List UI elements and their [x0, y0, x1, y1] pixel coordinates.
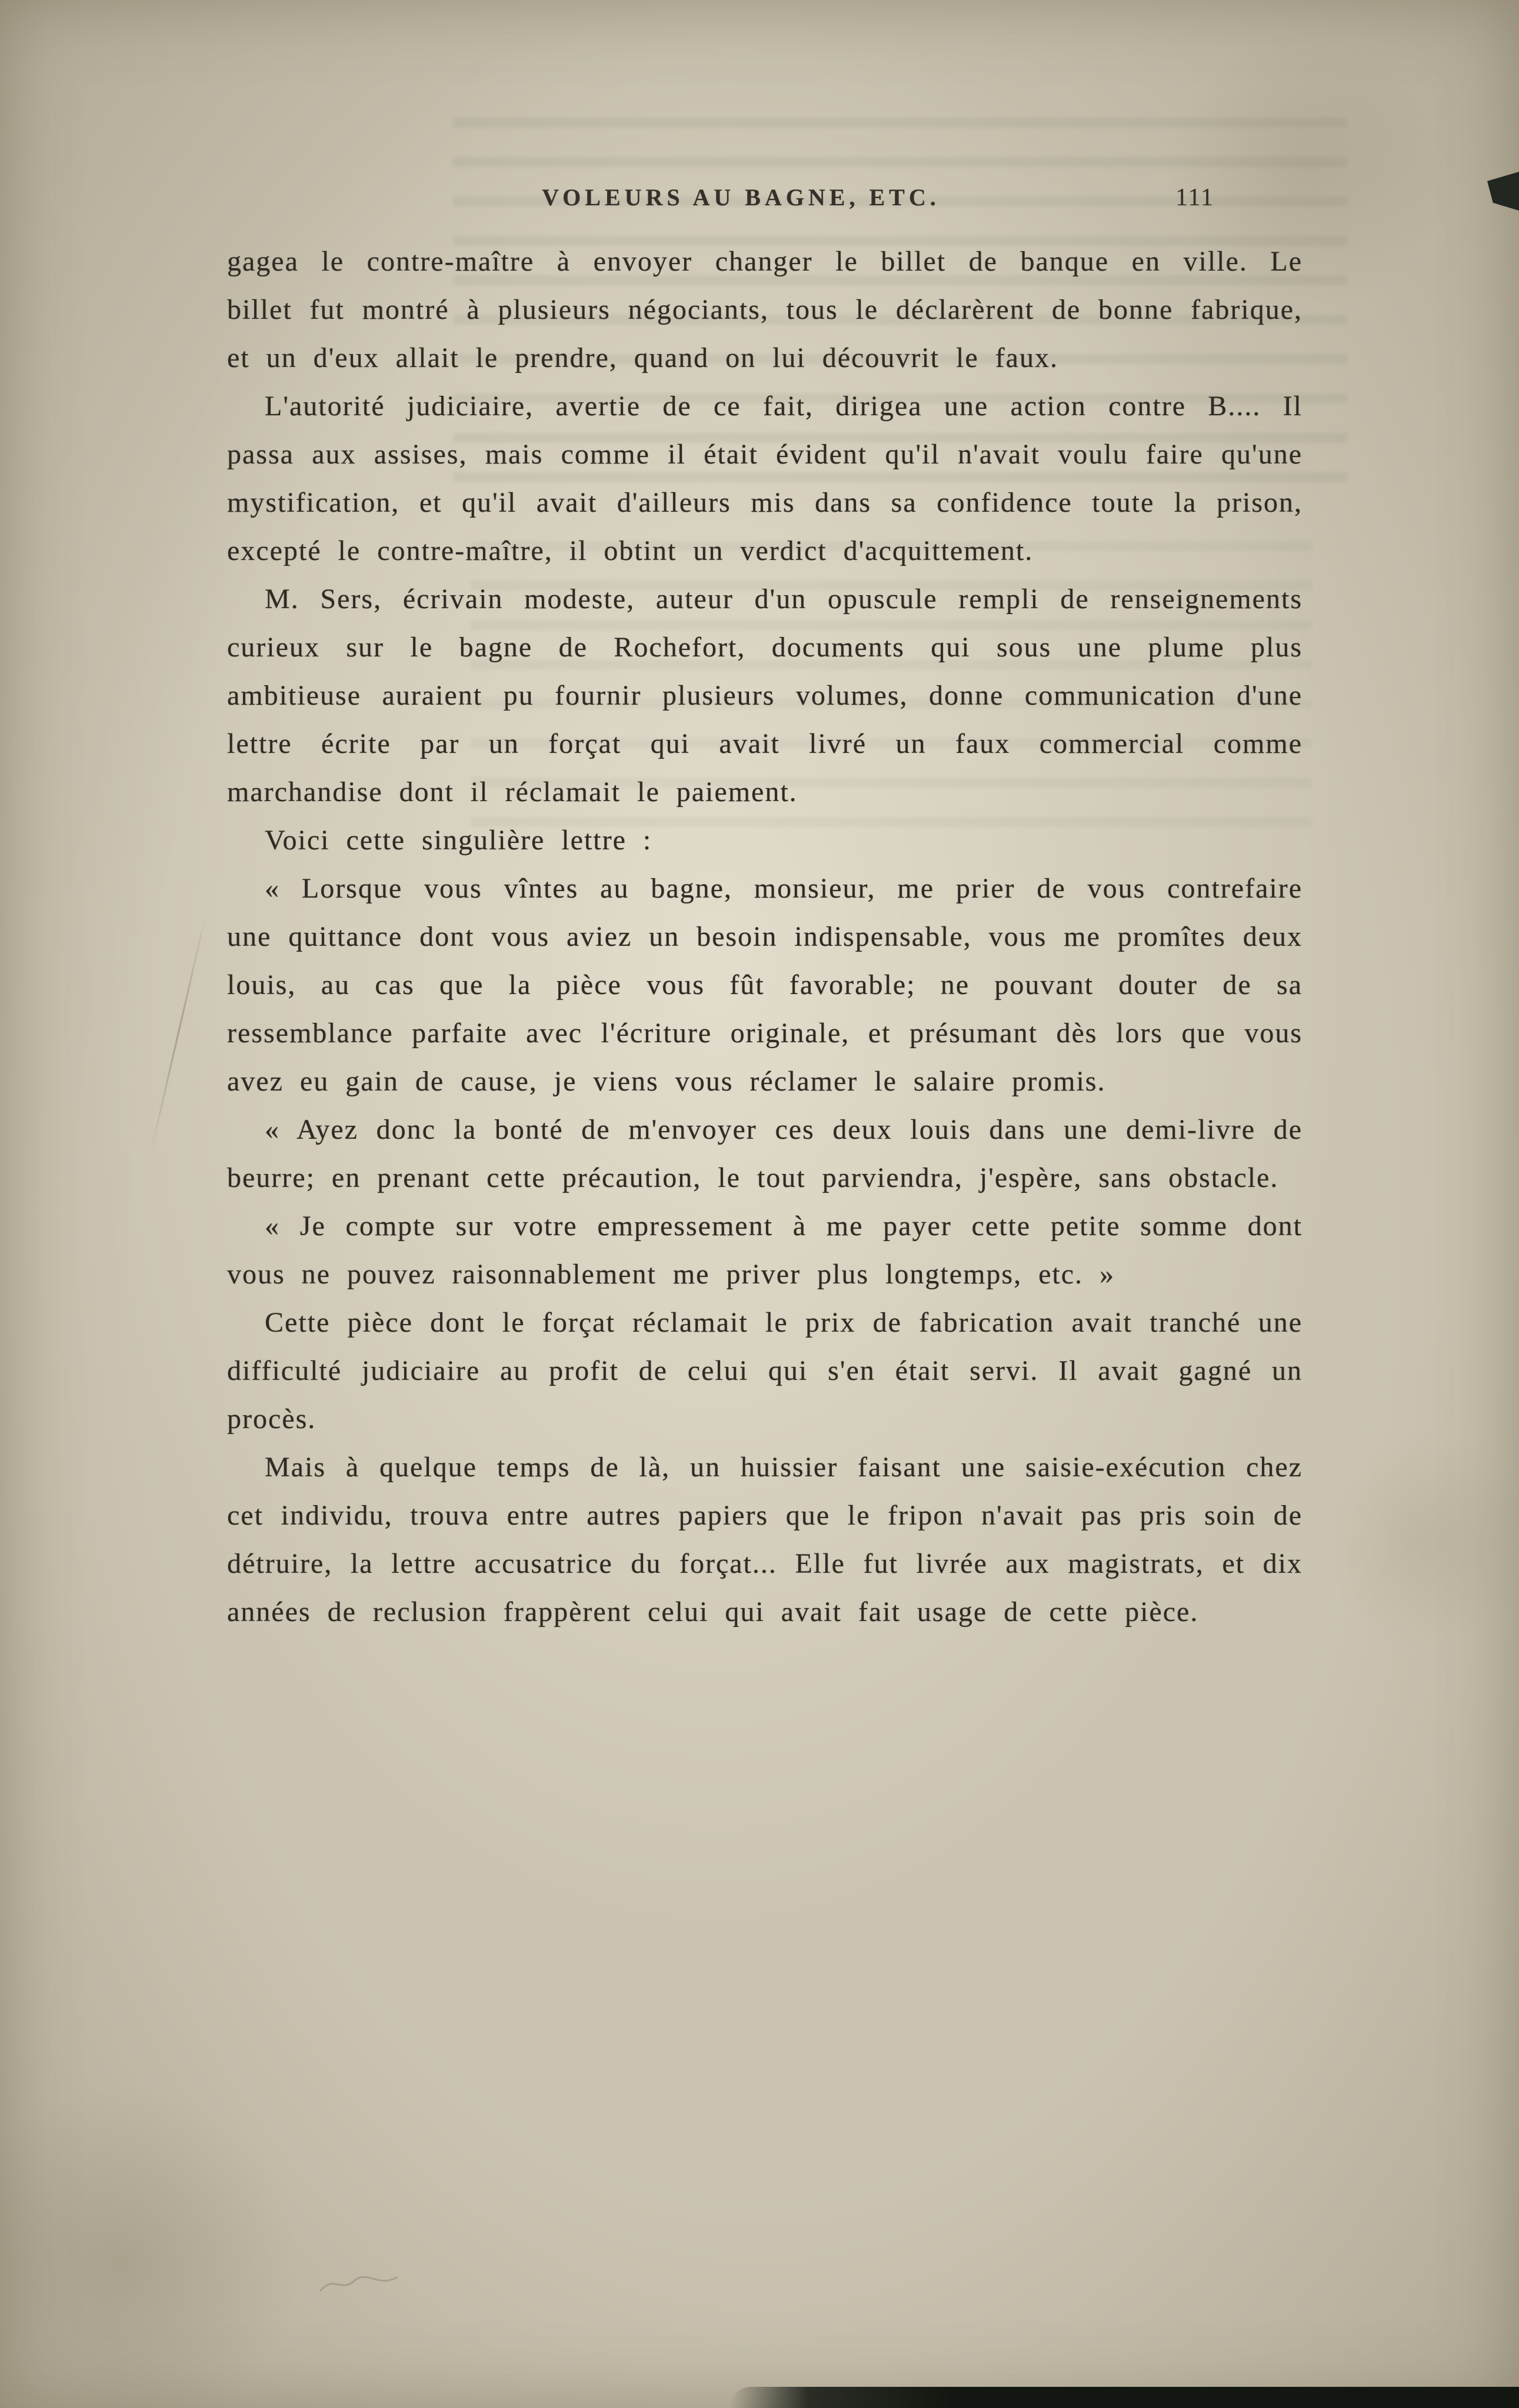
running-head-title: VOLEURS AU BAGNE, ETC. [542, 184, 940, 211]
scan-edge-strip-bottom [729, 2387, 1519, 2408]
paragraph: Mais à quelque temps de là, un huissier faisant une saisie-exécution chez cet individu, trouva entre autres papiers que le fripon n'avait pas pris soin de détruire, la lettre accusatrice du forçat... Elle fut livrée aux magistrats, et dix années de reclusion frappèrent celui qui avait fait usage de cette pièce. [227, 1452, 1303, 1627]
paragraph: « Lorsque vous vîntes au bagne, monsieur, me prier de vous contrefaire une quittance dont vous aviez un besoin indispensable, vous me promîtes deux louis, au cas que la pièce vous fût favorable; ne pouvant douter de sa ressemblance parfaite avec l'écriture originale, et présumant dès lors que vous avez eu gain de cause, je viens vous réclamer le salaire promis. [227, 873, 1303, 1097]
paragraph: « Je compte sur votre empressement à me payer cette petite somme dont vous ne pouvez raisonnablement me priver plus longtemps, etc. » [227, 1210, 1303, 1290]
page-number: 111 [1175, 184, 1214, 211]
paragraph: « Ayez donc la bonté de m'envoyer ces deux louis dans une demi-livre de beurre; en prenant cette précaution, le tout parviendra, j'espère, sans obstacle. [227, 1114, 1303, 1193]
paragraph: gagea le contre-maître à envoyer changer le billet de banque en ville. Le billet fut montré à plusieurs négociants, tous le déclarèrent de bonne fabrique, et un d'eux allait le prendre, quand on lui découvrit le faux. [227, 246, 1303, 373]
paragraph: L'autorité judiciaire, avertie de ce fait, dirigea une action contre B.... Il passa aux assises, mais comme il était évident qu'il n'avait voulu faire qu'une mystification, et qu'il avait d'ailleurs mis dans sa confidence toute la prison, excepté le contre-maître, il obtint un verdict d'acquittement. [227, 391, 1303, 566]
body-text [227, 238, 1303, 1636]
scan-edge-mark-top-right [1487, 172, 1519, 211]
running-head [227, 184, 1303, 221]
pencil-scribble [318, 2272, 400, 2297]
paragraph: Voici cette singulière lettre : [265, 825, 652, 856]
paper-crease [149, 909, 208, 1156]
paragraph: Cette pièce dont le forçat réclamait le prix de fabrication avait tranché une difficulté judiciaire au profit de celui qui s'en était servi. Il avait gagné un procès. [227, 1307, 1303, 1435]
paragraph: M. Sers, écrivain modeste, auteur d'un opuscule rempli de renseignements curieux sur le bagne de Rochefort, documents qui sous une plume plus ambitieuse auraient pu fournir plusieurs volumes, donne communication d'une lettre écrite par un forçat qui avait livré un faux commercial comme marchandise dont il réclamait le paiement. [227, 583, 1303, 808]
